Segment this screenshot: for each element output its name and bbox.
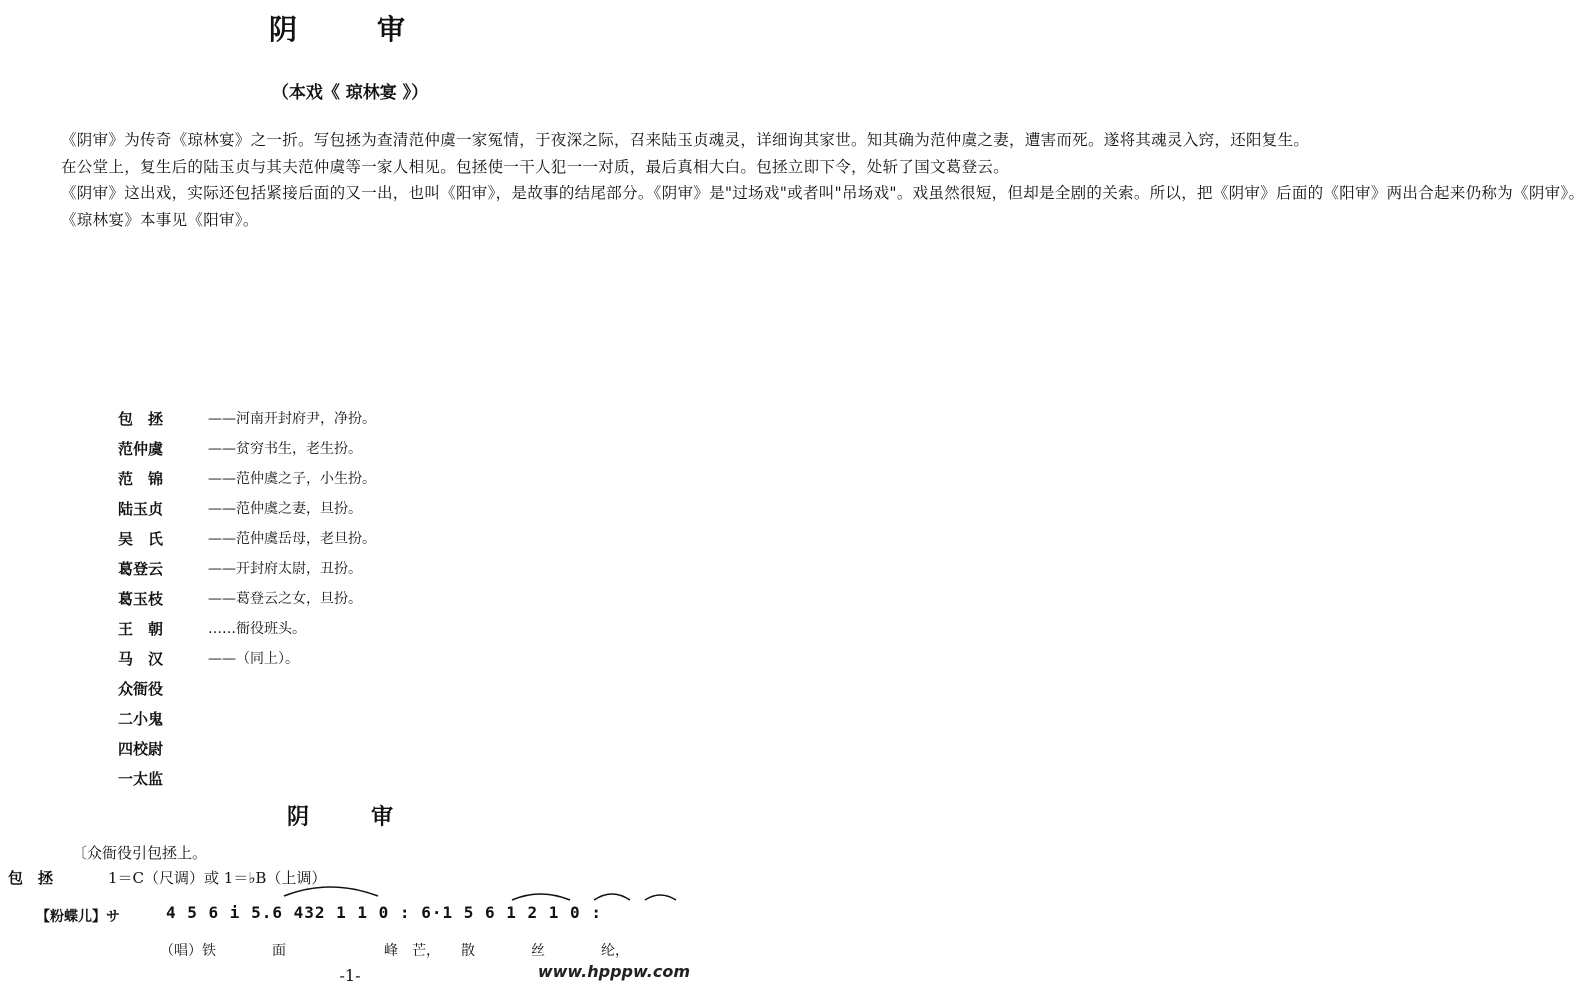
cast-list bbox=[118, 404, 376, 794]
cast-description: ……衙役班头。 bbox=[208, 621, 306, 637]
cast-description: ——贫穷书生，老生扮。 bbox=[208, 441, 362, 457]
cast-description: ——范仲虞岳母，老旦扮。 bbox=[208, 531, 376, 547]
intro-paragraph-3: 《阴审》这出戏，实际还包括紧接后面的又一出，也叫《阳审》，是故事的结尾部分。《阴审》是"过场戏"或者叫"吊场戏"。戏虽然很短，但却是全剧的关索。所以，把《阴审》后面的《阳审》两出合起来仍称为《阴审》。 bbox=[61, 184, 1584, 202]
page-number: -1- bbox=[339, 966, 361, 985]
cast-name: 范 锦 bbox=[118, 470, 164, 488]
cast-item bbox=[118, 734, 376, 764]
cast-item bbox=[118, 554, 376, 584]
subtitle: （本戏《 琼林宴 》） bbox=[271, 83, 429, 103]
slur-mark bbox=[284, 887, 378, 896]
cast-name: 四校尉 bbox=[118, 740, 164, 758]
cast-name: 范仲虞 bbox=[118, 440, 164, 458]
lyrics-line: （唱）铁 面 峰 芒， 散 丝 纶， bbox=[160, 943, 629, 959]
intro-paragraph-1: 《阴审》为传奇《琼林宴》之一折。写包拯为查清范仲虞一家冤情，于夜深之际，召来陆玉贞魂灵，详细询其家世。知其确为范仲虞之妻，遭害而死。遂将其魂灵入窍，还阳复生。 bbox=[61, 131, 1310, 149]
cast-item bbox=[118, 704, 376, 734]
jianpu-score-line: 4 5 6 i 5.6 432 1 1 0 : 6·1 5 6 1 2 1 0 : bbox=[166, 903, 602, 922]
key-signature: 1＝C（尺调）或 1＝♭B（上调） bbox=[108, 869, 327, 887]
cast-item bbox=[118, 434, 376, 464]
cast-description: ——开封府太尉，丑扮。 bbox=[208, 561, 362, 577]
intro-paragraph-4: 《琼林宴》本事见《阳审》。 bbox=[61, 210, 259, 229]
cast-item bbox=[118, 764, 376, 794]
slur-mark bbox=[594, 894, 630, 900]
cast-item bbox=[118, 584, 376, 614]
cast-description: ——（同上）。 bbox=[208, 651, 299, 667]
cast-item bbox=[118, 614, 376, 644]
watermark: www.hpppw.com bbox=[537, 962, 690, 981]
cast-name: 包 拯 bbox=[118, 410, 164, 428]
cast-description: ——河南开封府尹，净扮。 bbox=[208, 411, 376, 427]
cast-name: 陆玉贞 bbox=[118, 500, 164, 518]
scene-title: 阴 审 bbox=[286, 805, 413, 830]
cast-description: ——葛登云之女，旦扮。 bbox=[208, 591, 362, 607]
cast-item bbox=[118, 674, 376, 704]
slur-mark bbox=[645, 895, 676, 900]
cast-description: ——范仲虞之妻，旦扮。 bbox=[208, 501, 362, 517]
cast-item bbox=[118, 644, 376, 674]
stage-direction: 〔众衙役引包拯上。 bbox=[72, 844, 208, 862]
cast-name: 马 汉 bbox=[118, 650, 164, 668]
cast-item bbox=[118, 464, 376, 494]
page-title: 阴 审 bbox=[268, 13, 431, 46]
intro-paragraph-2: 在公堂上，复生后的陆玉贞与其夫范仲虞等一家人相见。包拯使一干人犯一一对质，最后真相大白。包拯立即下令，处斩了国文葛登云。 bbox=[61, 157, 1010, 176]
cast-item bbox=[118, 524, 376, 554]
intro-text bbox=[30, 127, 1584, 233]
cast-name: 众衙役 bbox=[118, 680, 164, 698]
cast-item bbox=[118, 404, 376, 434]
slur-mark bbox=[512, 894, 570, 900]
cast-item bbox=[118, 494, 376, 524]
tune-label: 【粉蝶儿】サ bbox=[36, 909, 120, 925]
cast-name: 葛玉枝 bbox=[118, 590, 164, 608]
cast-description: ——范仲虞之子，小生扮。 bbox=[208, 471, 376, 487]
singer-name: 包 拯 bbox=[8, 869, 54, 887]
cast-name: 王 朝 bbox=[118, 620, 164, 638]
cast-name: 吴 氏 bbox=[118, 530, 164, 548]
cast-name: 一太监 bbox=[118, 770, 164, 788]
cast-name: 二小鬼 bbox=[118, 710, 164, 728]
cast-name: 葛登云 bbox=[118, 560, 164, 578]
